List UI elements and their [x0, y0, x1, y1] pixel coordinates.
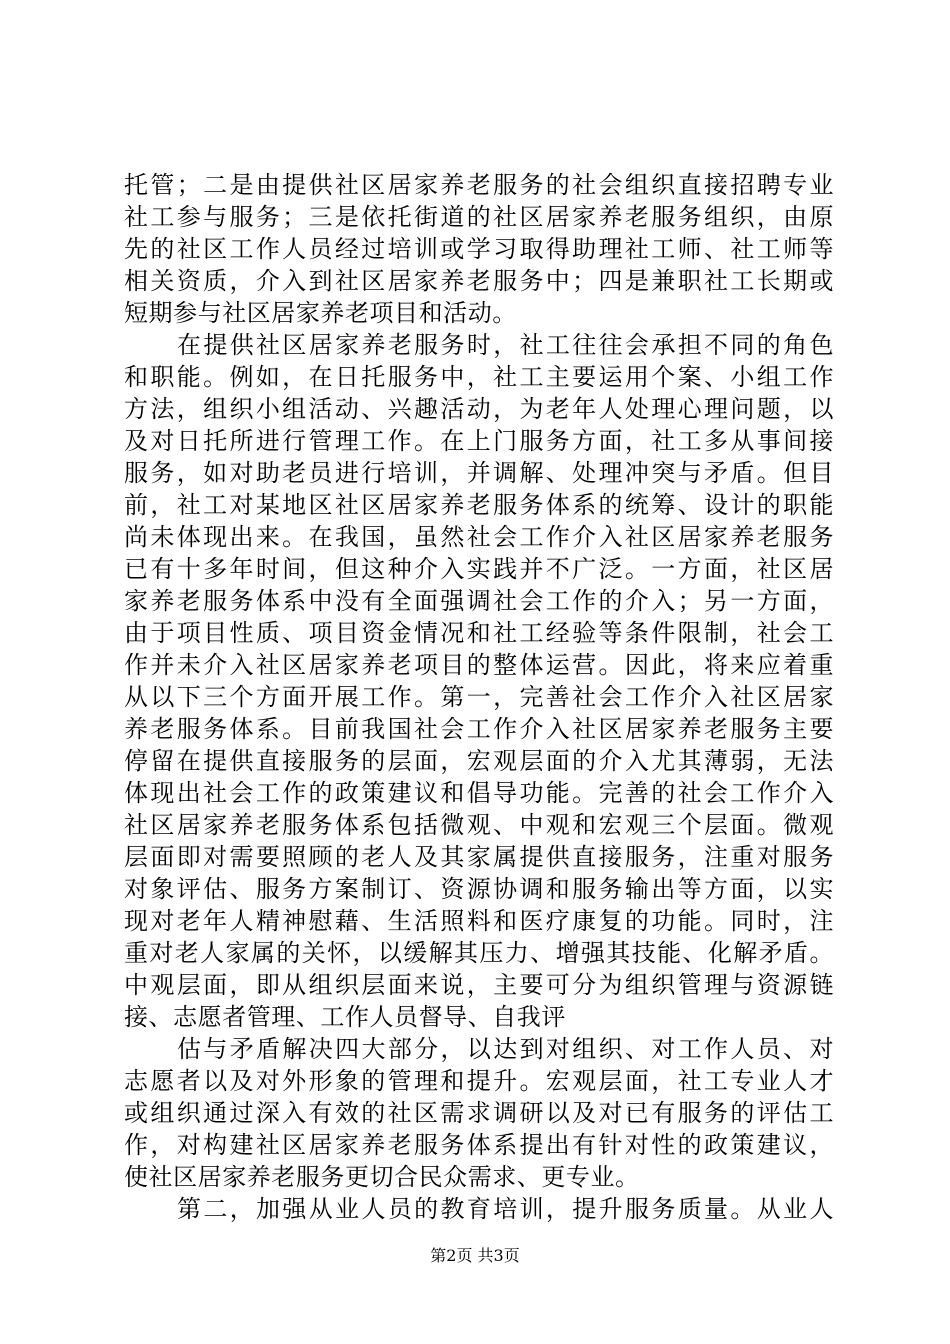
- paragraph-first-line: 估与矛盾解决四大部分，以达到对组织、对工作人员、对: [177, 1035, 834, 1063]
- text-line: 作并未介入社区居家养老项目的整体运营。因此，将来应着重: [124, 651, 834, 679]
- text-line: 短期参与社区居家养老项目和活动。: [124, 299, 517, 327]
- text-line: 服务，如对助老员进行培训，并调解、处理冲突与矛盾。但目: [124, 459, 834, 487]
- text-line: 前，社工对某地区社区居家养老服务体系的统筹、设计的职能: [124, 491, 834, 519]
- paragraph-first-line: 在提供社区居家养老服务时，社工往往会承担不同的角色: [177, 331, 834, 359]
- text-line: 家养老服务体系中没有全面强调社会工作的介入；另一方面，: [124, 587, 834, 615]
- text-line: 社工参与服务；三是依托街道的社区居家养老服务组织，由原: [124, 203, 834, 231]
- text-line: 停留在提供直接服务的层面，宏观层面的介入尤其薄弱，无法: [124, 747, 834, 775]
- text-line: 尚未体现出来。在我国，虽然社会工作介入社区居家养老服务: [124, 523, 834, 551]
- text-line: 方法，组织小组活动、兴趣活动，为老年人处理心理问题，以: [124, 395, 834, 423]
- text-line: 中观层面，即从组织层面来说，主要可分为组织管理与资源链: [124, 971, 834, 999]
- text-line: 重对老人家属的关怀，以缓解其压力、增强其技能、化解矛盾。: [124, 939, 834, 967]
- text-line: 社区居家养老服务体系包括微观、中观和宏观三个层面。微观: [124, 811, 834, 839]
- paragraph-first-line: 第二，加强从业人员的教育培训，提升服务质量。从业人: [177, 1195, 834, 1223]
- text-line: 接、志愿者管理、工作人员督导、自我评: [124, 1003, 566, 1031]
- page-number: 第2页 共3页: [430, 1246, 520, 1265]
- text-line: 养老服务体系。目前我国社会工作介入社区居家养老服务主要: [124, 715, 834, 743]
- text-line: 使社区居家养老服务更切合民众需求、更专业。: [124, 1163, 640, 1191]
- body-text: [124, 169, 834, 1225]
- text-line: 及对日托所进行管理工作。在上门服务方面，社工多从事间接: [124, 427, 834, 455]
- text-line: 或组织通过深入有效的社区需求调研以及对已有服务的评估工: [124, 1099, 834, 1127]
- text-line: 由于项目性质、项目资金情况和社工经验等条件限制，社会工: [124, 619, 834, 647]
- text-line: 现对老年人精神慰藉、生活照料和医疗康复的功能。同时，注: [124, 907, 834, 935]
- text-line: 相关资质，介入到社区居家养老服务中；四是兼职社工长期或: [124, 267, 834, 295]
- text-line: 对象评估、服务方案制订、资源协调和服务输出等方面，以实: [124, 875, 834, 903]
- text-line: 从以下三个方面开展工作。第一，完善社会工作介入社区居家: [124, 683, 834, 711]
- text-line: 和职能。例如，在日托服务中，社工主要运用个案、小组工作: [124, 363, 834, 391]
- text-line: 志愿者以及对外形象的管理和提升。宏观层面，社工专业人才: [124, 1067, 834, 1095]
- text-line: 作，对构建社区居家养老服务体系提出有针对性的政策建议，: [124, 1131, 834, 1159]
- text-line: 层面即对需要照顾的老人及其家属提供直接服务，注重对服务: [124, 843, 834, 871]
- text-line: 托管；二是由提供社区居家养老服务的社会组织直接招聘专业: [124, 171, 834, 199]
- page-footer: [0, 1245, 950, 1267]
- text-line: 体现出社会工作的政策建议和倡导功能。完善的社会工作介入: [124, 779, 834, 807]
- text-line: 先的社区工作人员经过培训或学习取得助理社工师、社工师等: [124, 235, 834, 263]
- text-line: 已有十多年时间，但这种介入实践并不广泛。一方面，社区居: [124, 555, 834, 583]
